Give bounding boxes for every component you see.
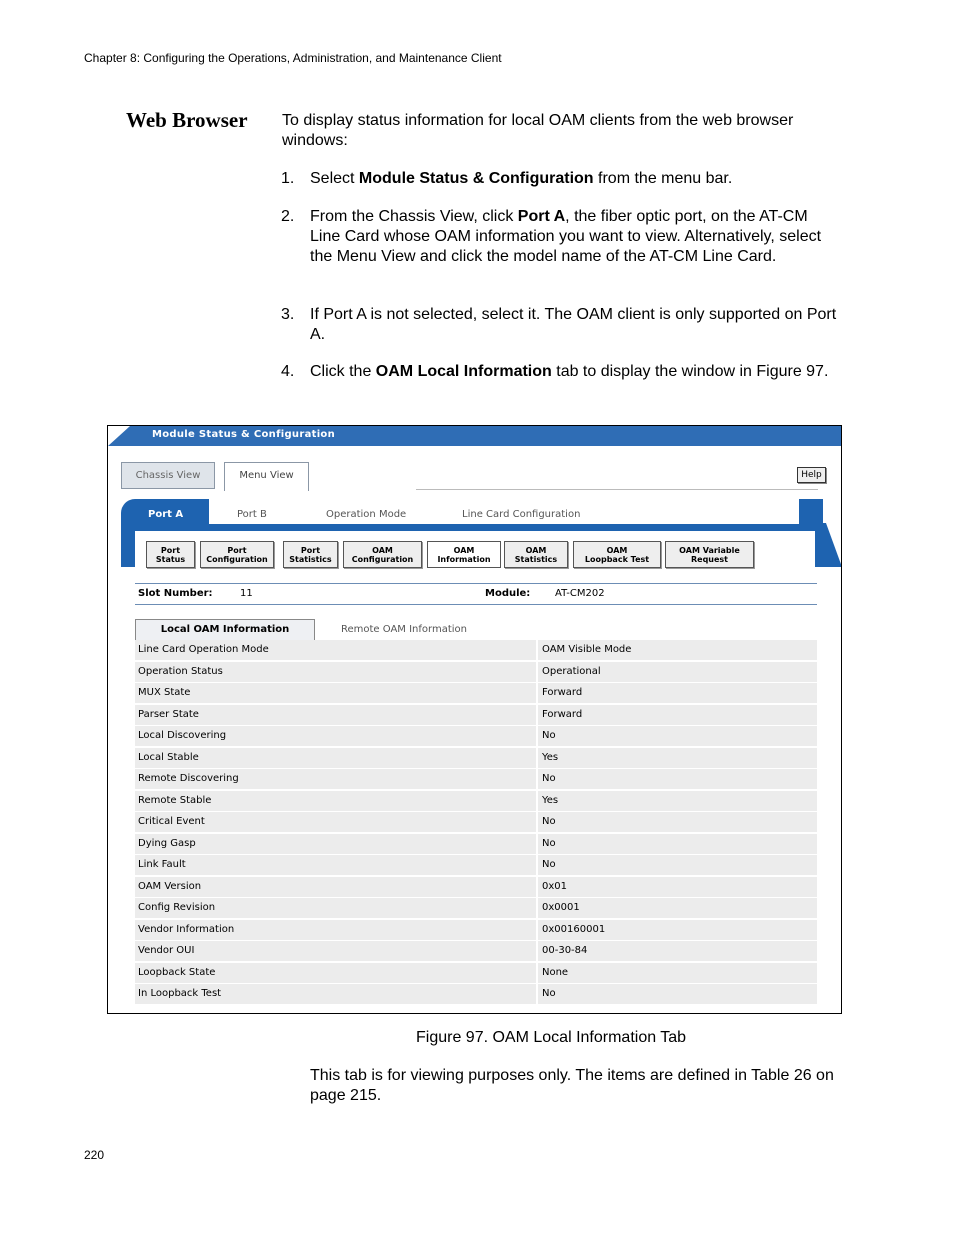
figure-screenshot <box>107 425 842 1014</box>
row-value: Forward <box>538 705 817 725</box>
tab-operation-mode[interactable]: Operation Mode <box>326 509 407 520</box>
subtab-label: Configuration <box>206 554 268 564</box>
subtab-label: OAM <box>372 545 393 555</box>
oam-info-table <box>135 640 817 1006</box>
tab-line-card-configuration[interactable]: Line Card Configuration <box>462 509 581 520</box>
table-row <box>135 898 817 920</box>
step-text: Select <box>310 170 359 187</box>
row-label: Line Card Operation Mode <box>135 640 537 660</box>
subtab-label: Statistics <box>514 554 558 564</box>
divider-bottom <box>135 604 817 605</box>
subtab-label: OAM <box>453 545 475 555</box>
title-bar <box>108 426 841 446</box>
title-bar-wedge <box>108 426 130 446</box>
subtab-oam-variable-request[interactable] <box>665 541 754 568</box>
subtab-oam-information[interactable] <box>427 541 501 568</box>
subtab-label: Port <box>227 545 247 555</box>
subtab-label: Request <box>690 554 729 564</box>
row-label: Local Stable <box>135 748 537 768</box>
table-row <box>135 855 817 877</box>
table-row <box>135 834 817 856</box>
row-value: 0x0001 <box>538 898 817 918</box>
subtab-oam-statistics[interactable] <box>504 541 568 568</box>
intro-text: To display status information for local OAM clients from the web browser windows: <box>282 112 794 149</box>
row-value: 00-30-84 <box>538 941 817 961</box>
subtab-label: Information <box>437 554 491 564</box>
step-text: , the fiber optic port, on the AT-CM Line Card whose OAM information you want to view. Alternatively, select the Menu View and click the model name of the AT-CM Line Card. <box>310 208 822 265</box>
module-value: AT-CM202 <box>555 588 605 599</box>
step-bold: OAM Local Information <box>375 363 552 380</box>
slot-number-value: 11 <box>240 588 253 599</box>
row-label: Dying Gasp <box>135 834 537 854</box>
table-row <box>135 662 817 684</box>
row-value: No <box>538 812 817 832</box>
table-row <box>135 748 817 770</box>
step-text: From the Chassis View, click <box>310 208 518 225</box>
subtab-port-configuration[interactable] <box>200 541 274 568</box>
table-row <box>135 984 817 1006</box>
table-row <box>135 683 817 705</box>
step-number: 4. <box>281 363 295 380</box>
row-value: No <box>538 726 817 746</box>
table-row <box>135 812 817 834</box>
module-label: Module: <box>485 588 531 599</box>
row-label: Vendor Information <box>135 920 537 940</box>
step-bold: Module Status & Configuration <box>358 170 594 187</box>
table-row <box>135 920 817 942</box>
table-row <box>135 726 817 748</box>
subtab-label: Statistics <box>289 554 332 564</box>
section-title: Web Browser <box>126 108 248 132</box>
subtab-port-statistics[interactable] <box>283 541 338 568</box>
tab-local-oam-information[interactable]: Local OAM Information <box>135 619 315 640</box>
closing-text: This tab is for viewing purposes only. The items are defined in Table 26 on page 215. <box>310 1067 834 1104</box>
row-value: No <box>538 984 817 1004</box>
tab-menu-view[interactable]: Menu View <box>224 462 309 491</box>
step-3 <box>281 305 841 345</box>
step-text: If Port A is not selected, select it. The OAM client is only supported on Port A. <box>310 306 837 343</box>
row-value: Operational <box>538 662 817 682</box>
step-1 <box>281 169 841 189</box>
step-4 <box>281 362 841 382</box>
subtab-oam-loopback-test[interactable] <box>573 541 661 568</box>
figure-caption: Figure 97. OAM Local Information Tab <box>416 1029 687 1046</box>
row-label: Config Revision <box>135 898 537 918</box>
step-bold: Port A <box>517 208 566 225</box>
step-2 <box>281 207 841 267</box>
window-title: Module Status & Configuration <box>152 429 336 440</box>
row-value: Yes <box>538 791 817 811</box>
row-label: Remote Stable <box>135 791 537 811</box>
subtab-label: OAM <box>525 545 547 555</box>
row-value: Forward <box>538 683 817 703</box>
subtab-label: Loopback Test <box>584 554 650 564</box>
row-value: No <box>538 855 817 875</box>
step-number: 3. <box>281 306 295 323</box>
subtab-label: OAM Variable <box>679 545 740 555</box>
row-label: MUX State <box>135 683 537 703</box>
row-label: Operation Status <box>135 662 537 682</box>
row-label: In Loopback Test <box>135 984 537 1004</box>
page-number: 220 <box>84 1148 105 1162</box>
table-row <box>135 877 817 899</box>
row-value: 0x01 <box>538 877 817 897</box>
table-row <box>135 963 817 985</box>
row-label: Remote Discovering <box>135 769 537 789</box>
table-row <box>135 769 817 791</box>
subtab-label: Port <box>300 545 321 555</box>
row-label: Critical Event <box>135 812 537 832</box>
tab-remote-oam-information[interactable]: Remote OAM Information <box>341 624 467 635</box>
step-text: from the menu bar. <box>593 170 733 187</box>
table-row <box>135 640 817 662</box>
chapter-header: Chapter 8: Configuring the Operations, Administration, and Maintenance Client <box>84 51 502 65</box>
step-text: Click the <box>310 363 376 380</box>
row-value: OAM Visible Mode <box>538 640 817 660</box>
help-button[interactable]: Help <box>797 467 826 483</box>
subtab-label: Port <box>160 545 181 555</box>
row-label: OAM Version <box>135 877 537 897</box>
tab-chassis-view[interactable]: Chassis View <box>121 462 215 489</box>
row-label: Vendor OUI <box>135 941 537 961</box>
table-row <box>135 705 817 727</box>
tab-port-a[interactable]: Port A <box>148 509 184 520</box>
step-number: 1. <box>281 170 295 187</box>
subtab-label: Configuration <box>351 554 414 564</box>
step-text: tab to display the window in Figure 97. <box>551 363 829 380</box>
subtab-label: OAM <box>606 545 628 555</box>
row-label: Loopback State <box>135 963 537 983</box>
table-row <box>135 791 817 813</box>
step-number: 2. <box>281 208 295 225</box>
table-row <box>135 941 817 963</box>
subtab-label: Status <box>155 554 186 564</box>
tab-port-b[interactable]: Port B <box>237 509 267 520</box>
subtab-oam-configuration[interactable] <box>343 541 422 568</box>
row-label: Link Fault <box>135 855 537 875</box>
row-label: Parser State <box>135 705 537 725</box>
row-value: No <box>538 834 817 854</box>
row-value: None <box>538 963 817 983</box>
tab-divider <box>416 489 818 490</box>
subtab-port-status[interactable] <box>146 541 195 568</box>
row-value: 0x00160001 <box>538 920 817 940</box>
slot-number-label: Slot Number: <box>138 588 213 599</box>
divider-top <box>135 583 817 584</box>
row-value: Yes <box>538 748 817 768</box>
row-label: Local Discovering <box>135 726 537 746</box>
row-value: No <box>538 769 817 789</box>
